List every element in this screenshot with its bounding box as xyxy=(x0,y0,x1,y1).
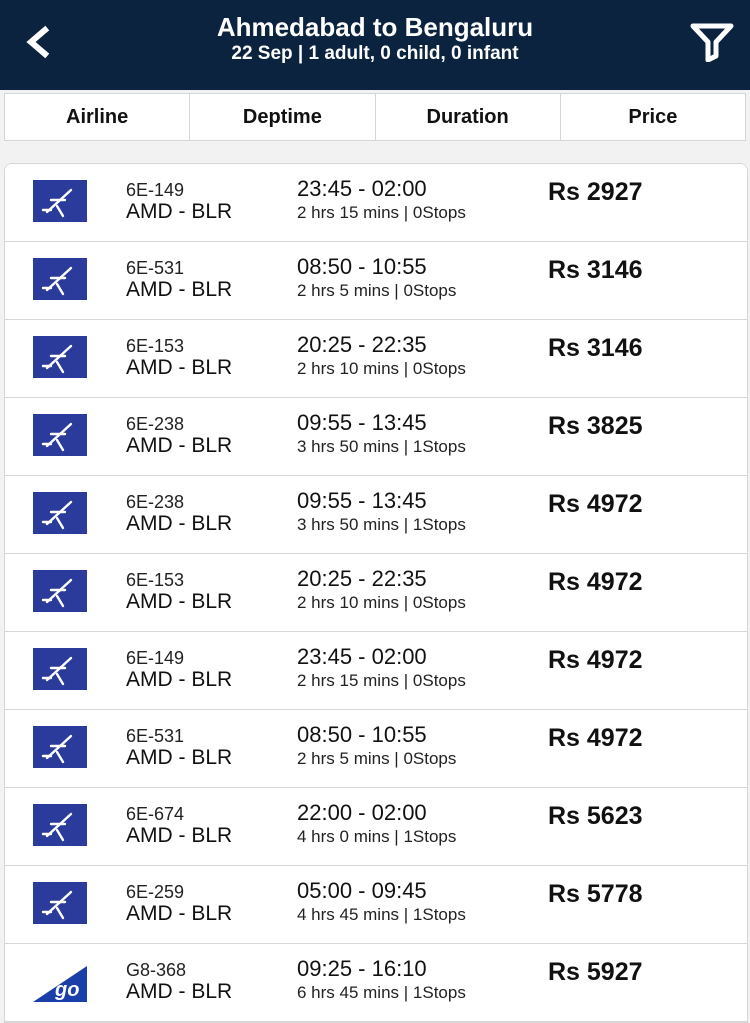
sort-tab-duration[interactable]: Duration xyxy=(376,93,561,141)
flight-duration: 6 hrs 45 mins | 1Stops xyxy=(297,983,466,1002)
search-summary: 22 Sep | 1 adult, 0 child, 0 infant xyxy=(231,43,519,64)
flight-route: AMD - BLR xyxy=(126,200,233,223)
indigo-logo-icon xyxy=(33,570,87,612)
flight-row[interactable] xyxy=(5,164,747,242)
flight-row[interactable] xyxy=(5,944,747,1022)
indigo-logo-icon xyxy=(33,336,87,378)
flight-price: Rs 3146 xyxy=(548,256,643,284)
flight-number: 6E-238 xyxy=(126,414,185,434)
flight-route: AMD - BLR xyxy=(126,512,233,535)
flight-price: Rs 4972 xyxy=(548,646,643,674)
indigo-logo-icon xyxy=(33,414,87,456)
flight-number: 6E-531 xyxy=(126,258,185,278)
flight-duration: 4 hrs 0 mins | 1Stops xyxy=(297,827,457,846)
flight-number: 6E-259 xyxy=(126,882,185,902)
flight-route: AMD - BLR xyxy=(126,434,233,457)
flight-route: AMD - BLR xyxy=(126,356,233,379)
flight-row[interactable] xyxy=(5,320,747,398)
flight-route: AMD - BLR xyxy=(126,980,233,1003)
indigo-logo-icon xyxy=(33,180,87,222)
indigo-logo-icon xyxy=(33,804,87,846)
indigo-logo-icon xyxy=(33,258,87,300)
flight-route: AMD - BLR xyxy=(126,902,233,925)
flight-row[interactable] xyxy=(5,398,747,476)
flight-duration: 2 hrs 10 mins | 0Stops xyxy=(297,359,466,378)
flight-list xyxy=(4,163,748,1023)
flight-times: 08:50 - 10:55 xyxy=(297,254,427,279)
flight-route: AMD - BLR xyxy=(126,668,233,691)
indigo-logo-icon xyxy=(33,726,87,768)
sort-bar xyxy=(4,93,746,141)
sort-tab-deptime[interactable]: Deptime xyxy=(190,93,375,141)
flight-price: Rs 5778 xyxy=(548,880,643,908)
goair-logo-icon xyxy=(33,960,87,1002)
flight-duration: 2 hrs 5 mins | 0Stops xyxy=(297,281,457,300)
flight-times: 20:25 - 22:35 xyxy=(297,566,427,591)
flight-route: AMD - BLR xyxy=(126,824,233,847)
flight-number: 6E-153 xyxy=(126,570,185,590)
flight-price: Rs 5623 xyxy=(548,802,643,830)
flight-times: 09:55 - 13:45 xyxy=(297,488,427,513)
flight-number: 6E-238 xyxy=(126,492,185,512)
flight-price: Rs 3825 xyxy=(548,412,643,440)
flight-times: 22:00 - 02:00 xyxy=(297,800,427,825)
flight-number: 6E-149 xyxy=(126,180,185,200)
flight-times: 09:55 - 13:45 xyxy=(297,410,427,435)
flight-duration: 3 hrs 50 mins | 1Stops xyxy=(297,437,466,456)
page-title: Ahmedabad to Bengaluru xyxy=(216,12,534,42)
flight-times: 09:25 - 16:10 xyxy=(297,956,427,981)
flight-route: AMD - BLR xyxy=(126,746,233,769)
indigo-logo-icon xyxy=(33,882,87,924)
flight-row[interactable] xyxy=(5,866,747,944)
flight-times: 23:45 - 02:00 xyxy=(297,176,427,201)
filter-button[interactable] xyxy=(688,20,736,64)
flight-row[interactable] xyxy=(5,710,747,788)
flight-times: 20:25 - 22:35 xyxy=(297,332,427,357)
flight-duration: 4 hrs 45 mins | 1Stops xyxy=(297,905,466,924)
sort-tab-airline[interactable]: Airline xyxy=(4,93,190,141)
flight-price: Rs 4972 xyxy=(548,568,643,596)
flight-row[interactable] xyxy=(5,788,747,866)
flight-price: Rs 5927 xyxy=(548,958,643,986)
flight-row[interactable] xyxy=(5,242,747,320)
flight-row[interactable] xyxy=(5,476,747,554)
flight-times: 05:00 - 09:45 xyxy=(297,878,427,903)
flight-number: G8-368 xyxy=(126,960,187,980)
flight-number: 6E-149 xyxy=(126,648,185,668)
flight-duration: 2 hrs 5 mins | 0Stops xyxy=(297,749,457,768)
flight-price: Rs 3146 xyxy=(548,334,643,362)
flight-duration: 3 hrs 50 mins | 1Stops xyxy=(297,515,466,534)
flight-duration: 2 hrs 15 mins | 0Stops xyxy=(297,671,466,690)
svg-text:go: go xyxy=(55,979,80,1001)
flight-route: AMD - BLR xyxy=(126,590,233,613)
flight-price: Rs 4972 xyxy=(548,724,643,752)
indigo-logo-icon xyxy=(33,492,87,534)
indigo-logo-icon xyxy=(33,648,87,690)
flight-number: 6E-531 xyxy=(126,726,185,746)
flight-number: 6E-674 xyxy=(126,804,185,824)
flight-row[interactable] xyxy=(5,554,747,632)
flight-duration: 2 hrs 15 mins | 0Stops xyxy=(297,203,466,222)
flight-times: 23:45 - 02:00 xyxy=(297,644,427,669)
flight-times: 08:50 - 10:55 xyxy=(297,722,427,747)
flight-duration: 2 hrs 10 mins | 0Stops xyxy=(297,593,466,612)
filter-icon xyxy=(690,22,734,62)
flight-price: Rs 4972 xyxy=(548,490,643,518)
flight-number: 6E-153 xyxy=(126,336,185,356)
sort-tab-price[interactable]: Price xyxy=(561,93,746,141)
flight-price: Rs 2927 xyxy=(548,178,643,206)
flight-row[interactable] xyxy=(5,632,747,710)
top-bar xyxy=(0,0,750,90)
flight-route: AMD - BLR xyxy=(126,278,233,301)
